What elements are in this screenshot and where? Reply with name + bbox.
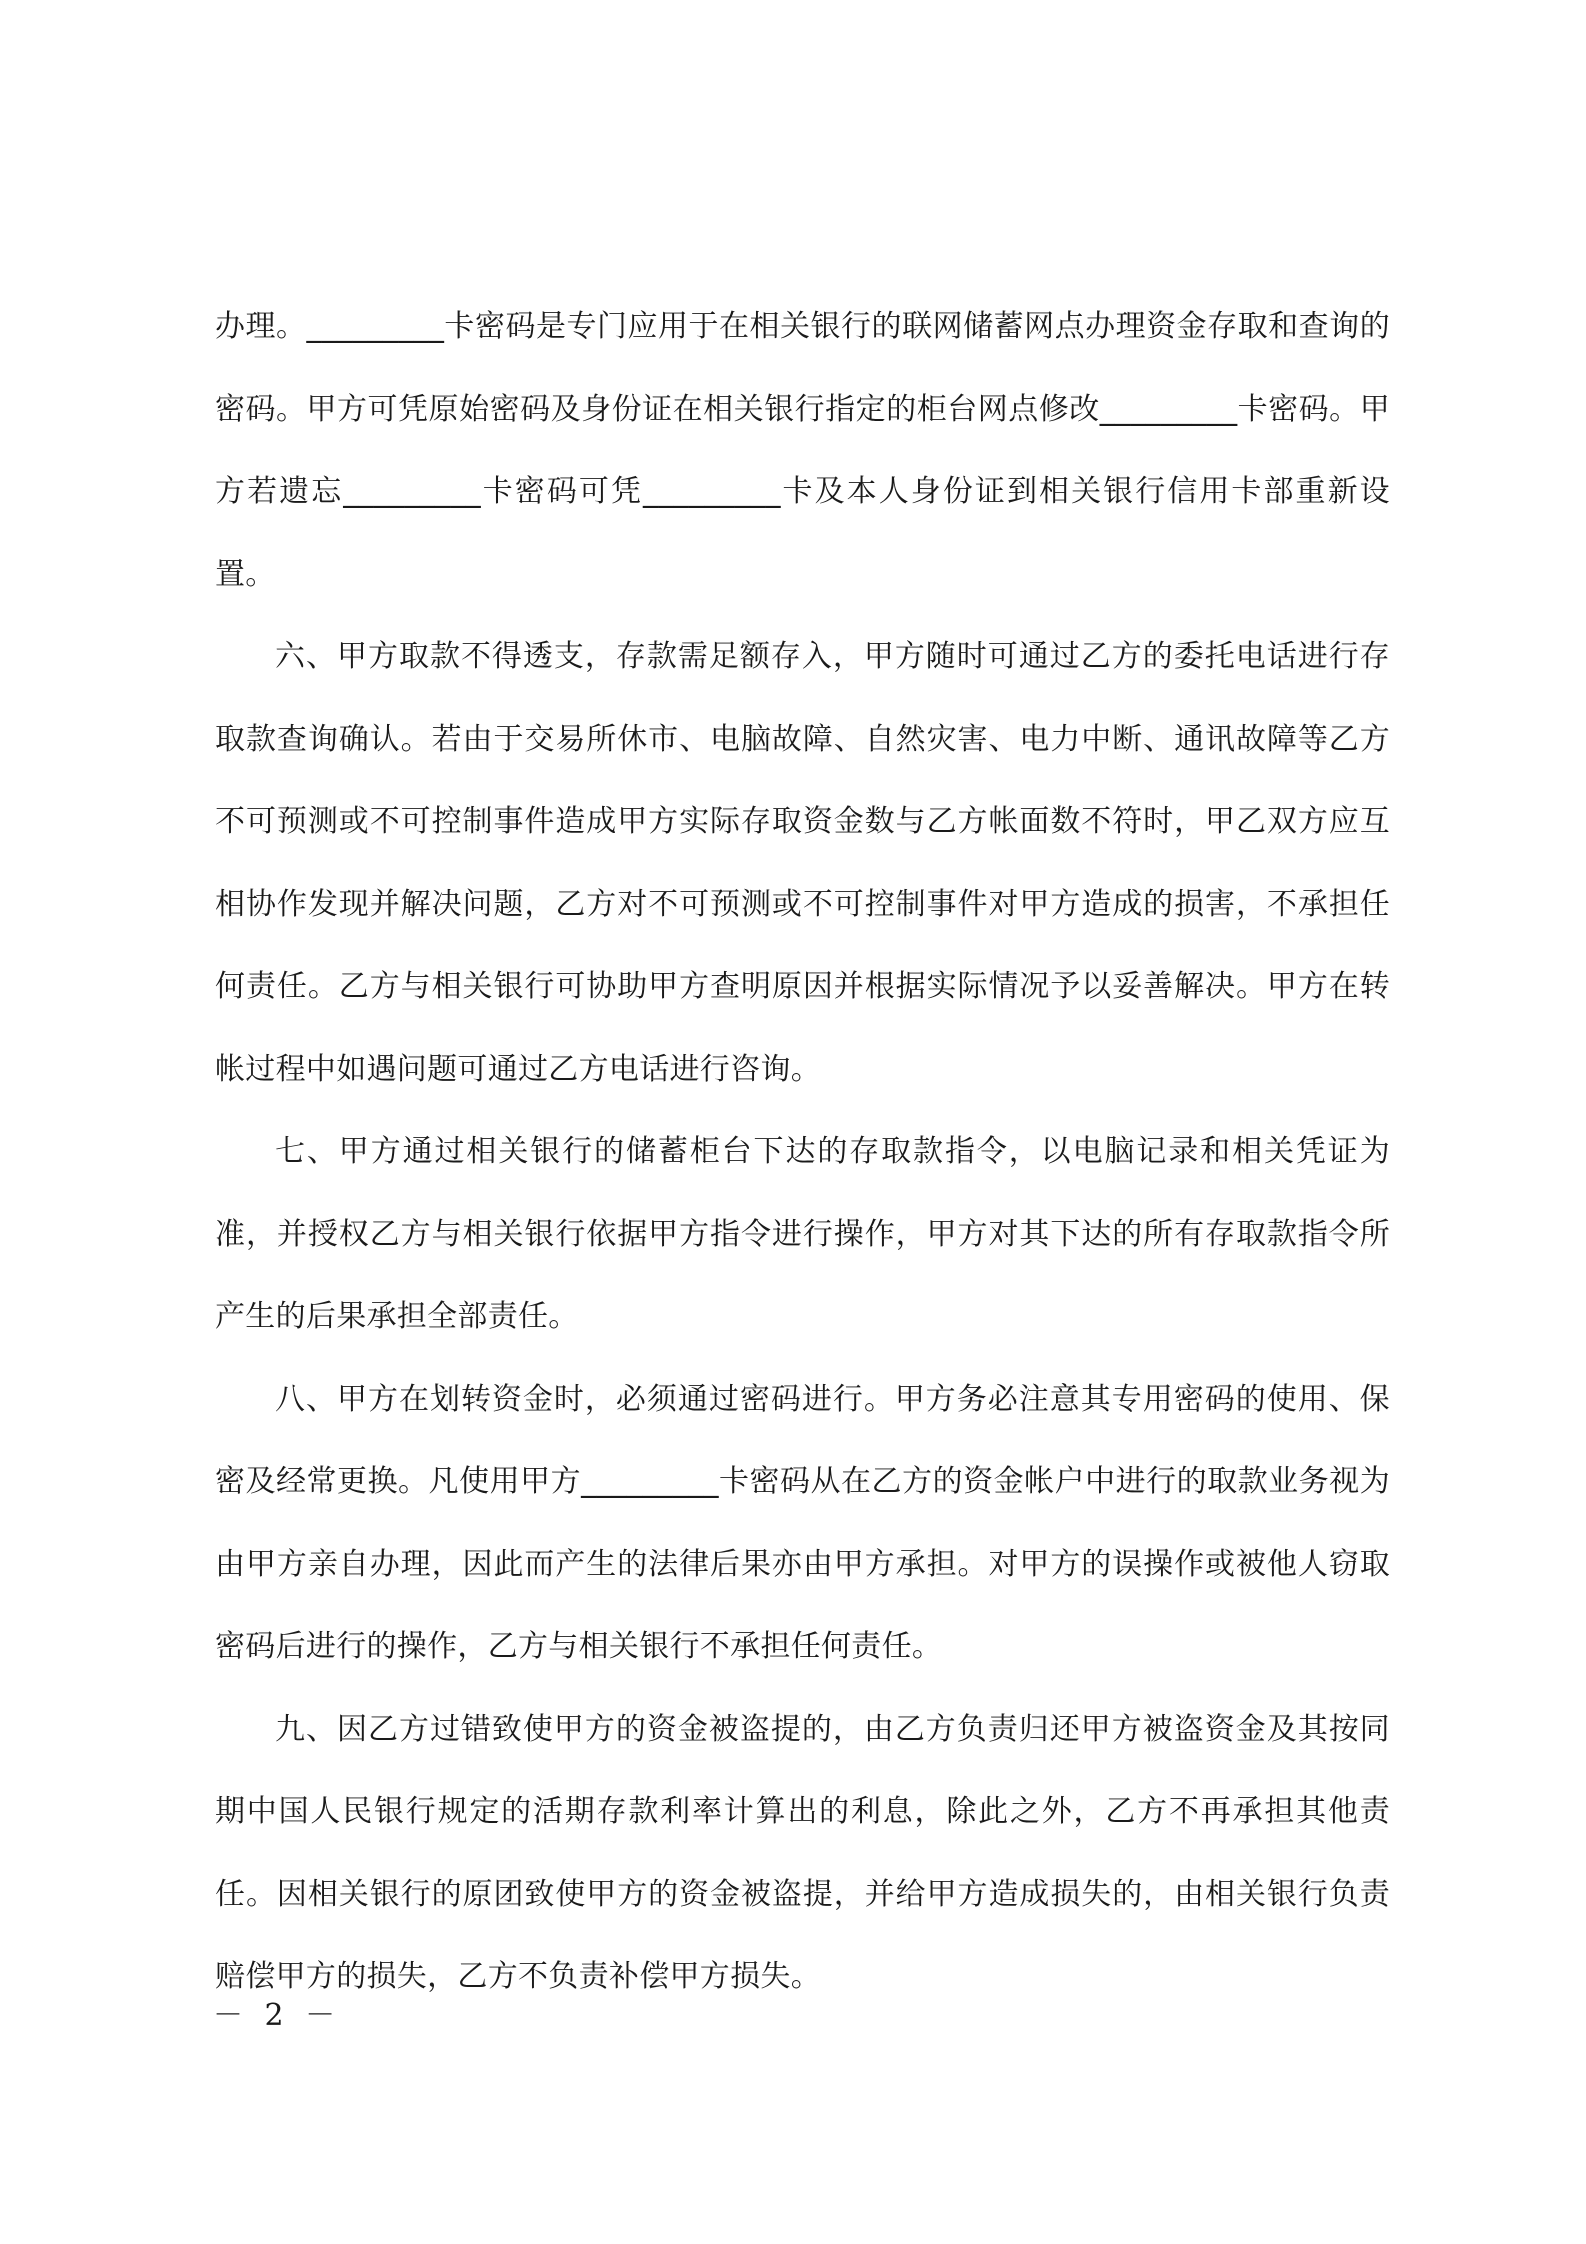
paragraph-clause-6: 六、甲方取款不得透支，存款需足额存入，甲方随时可通过乙方的委托电话进行存取款查询确认。若由于交易所休市、电脑故障、自然灾害、电力中断、通讯故障等乙方不可预测或不可控制事件造成甲方实际存取资金数与乙方帐面数不符时，甲乙双方应互相协作发现并解决问题，乙方对不可预测或不可控制事件对甲方造成的损害，不承担任何责任。乙方与相关银行可协助甲方查明原因并根据实际情况予以妥善解决。甲方在转帐过程中如遇问题可通过乙方电话进行咨询。: [215, 639, 1390, 1087]
document-body: [215, 286, 1390, 2019]
paragraph-clause-7: 七、甲方通过相关银行的储蓄柜台下达的存取款指令，以电脑记录和相关凭证为准，并授权乙方与相关银行依据甲方指令进行操作，甲方对其下达的所有存取款指令所产生的后果承担全部责任。: [215, 1134, 1390, 1334]
page-number: － 2 －: [213, 1998, 342, 2033]
paragraph-clause-9: 九、因乙方过错致使甲方的资金被盗提的，由乙方负责归还甲方被盗资金及其按同期中国人民银行规定的活期存款利率计算出的利息，除此之外，乙方不再承担其他责任。因相关银行的原团致使甲方的资金被盗提，并给甲方造成损失的，由相关银行负责赔偿甲方的损失，乙方不负责补偿甲方损失。: [215, 1711, 1390, 1994]
paragraph-continuation: 办理。_________卡密码是专门应用于在相关银行的联网储蓄网点办理资金存取和查询的密码。甲方可凭原始密码及身份证在相关银行指定的柜台网点修改_________卡密码。甲方若遗忘_________卡密码可凭_________卡及本人身份证到相关银行信用卡部重新设置。: [215, 309, 1390, 592]
paragraph-clause-8: 八、甲方在划转资金时，必须通过密码进行。甲方务必注意其专用密码的使用、保密及经常更换。凡使用甲方_________卡密码从在乙方的资金帐户中进行的取款业务视为由甲方亲自办理，因此而产生的法律后果亦由甲方承担。对甲方的误操作或被他人窃取密码后进行的操作，乙方与相关银行不承担任何责任。: [215, 1381, 1390, 1664]
